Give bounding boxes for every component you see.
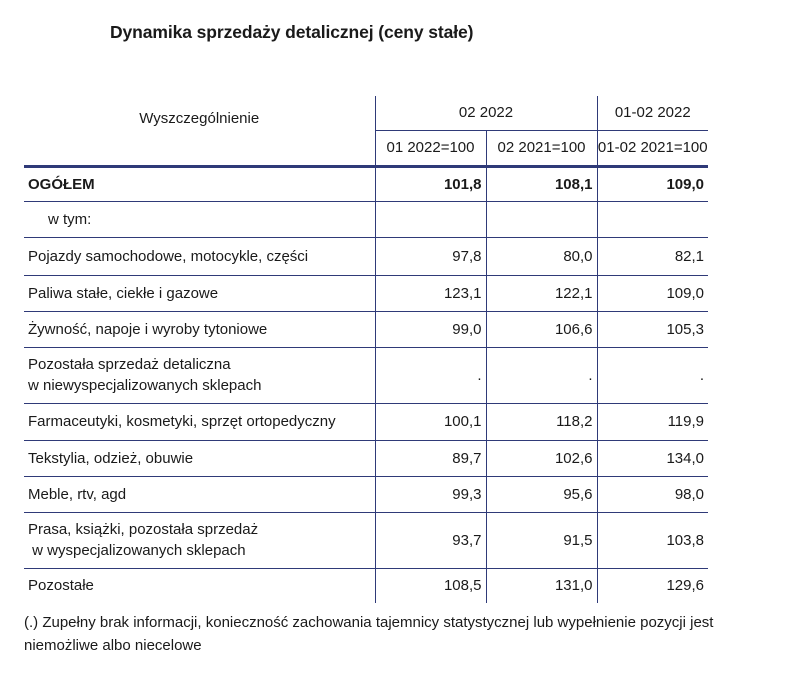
cell-v1: 99,3 — [375, 476, 486, 512]
cell-v1: 101,8 — [375, 166, 486, 201]
cell-v2: 95,6 — [486, 476, 597, 512]
table-row — [24, 476, 708, 512]
table-title: Dynamika sprzedaży detalicznej (ceny stałe) — [110, 22, 474, 42]
cell-v2: 131,0 — [486, 568, 597, 603]
header-group-02-2022: 02 2022 — [375, 96, 597, 130]
row-label: OGÓŁEM — [24, 166, 375, 201]
cell-v2: 106,6 — [486, 311, 597, 347]
cell-v2: 102,6 — [486, 440, 597, 476]
cell-v3: 103,8 — [597, 512, 708, 568]
cell-v1: 108,5 — [375, 568, 486, 603]
row-label: Paliwa stałe, ciekłe i gazowe — [24, 275, 375, 311]
cell-v3: 98,0 — [597, 476, 708, 512]
header-label: Wyszczególnienie — [24, 96, 375, 166]
cell-v2: 91,5 — [486, 512, 597, 568]
row-label-line-1: Pozostała sprzedaż detaliczna — [28, 356, 231, 373]
cell-v3: 109,0 — [597, 275, 708, 311]
table-row — [24, 237, 708, 275]
row-label-line-1: Prasa, książki, pozostała sprzedaż — [28, 521, 259, 538]
row-label: Pojazdy samochodowe, motocykle, części — [24, 237, 375, 275]
row-label-line-2: w wyspecjalizowanych sklepach — [28, 542, 246, 559]
cell-v1: 123,1 — [375, 275, 486, 311]
row-label: w tym: — [24, 201, 375, 237]
row-label: Pozostałe — [28, 577, 94, 595]
row-label-line-2: w niewyspecjalizowanych sklepach — [28, 377, 262, 394]
table-row-total — [24, 166, 708, 201]
cell-v3: 109,0 — [597, 166, 708, 201]
cell-v1: 97,8 — [375, 237, 486, 275]
table-row — [24, 275, 708, 311]
sales-dynamics-table — [24, 96, 708, 603]
cell-v3: 82,1 — [597, 237, 708, 275]
row-label: Meble, rtv, agd — [24, 476, 375, 512]
cell-v2: 108,1 — [486, 166, 597, 201]
row-label: Farmaceutyki, kosmetyki, sprzęt ortopedyczny — [24, 403, 375, 440]
cell-v2: 80,0 — [486, 237, 597, 275]
cell-v3: 119,9 — [597, 403, 708, 440]
table-row — [24, 311, 708, 347]
row-label — [24, 512, 375, 568]
row-label — [24, 347, 375, 403]
table-row — [24, 440, 708, 476]
cell-v2: 118,2 — [486, 403, 597, 440]
cell-v3: 129,6 — [597, 568, 708, 603]
table-row-w-tym — [24, 201, 708, 237]
table-row — [24, 512, 708, 568]
cell-v3: 134,0 — [597, 440, 708, 476]
row-label: Żywność, napoje i wyroby tytoniowe — [24, 311, 375, 347]
cell-v1: 93,7 — [375, 512, 486, 568]
table-row — [24, 403, 708, 440]
cell-v2: 122,1 — [486, 275, 597, 311]
footnote: (.) Zupełny brak informacji, konieczność zachowania tajemnicy statystycznej lub wypełnienie pozycji jest niemożliwe albo niecelowe — [24, 614, 714, 654]
table-row — [24, 347, 708, 403]
header-sub-3: 01-02 2021=100 — [597, 130, 708, 166]
cell-v3: 105,3 — [597, 311, 708, 347]
cell-v2: . — [486, 347, 597, 403]
header-sub-1: 01 2022=100 — [375, 130, 486, 166]
row-label: Tekstylia, odzież, obuwie — [24, 440, 375, 476]
table-row — [24, 568, 708, 603]
header-group-01-02-2022: 01-02 2022 — [597, 96, 708, 130]
cell-v1: . — [375, 347, 486, 403]
cell-v1: 99,0 — [375, 311, 486, 347]
header-sub-2: 02 2021=100 — [486, 130, 597, 166]
cell-v3: . — [597, 347, 708, 403]
cell-v1: 100,1 — [375, 403, 486, 440]
cell-v1: 89,7 — [375, 440, 486, 476]
